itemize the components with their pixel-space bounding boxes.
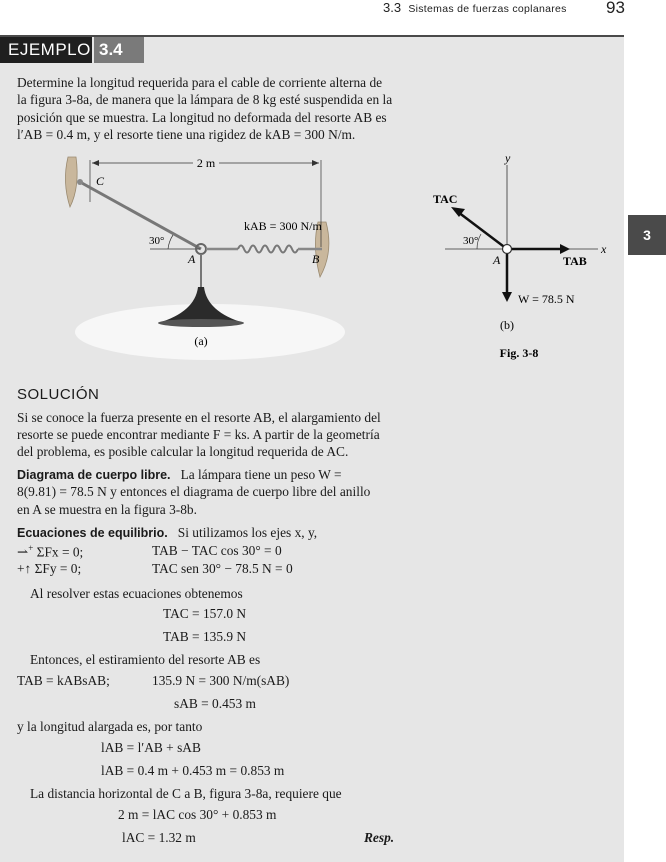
fbd-title: Diagrama de cuerpo libre. (17, 468, 171, 482)
eq-paragraph (17, 524, 317, 543)
fbd-angle-label: 30° (463, 235, 479, 247)
page-number: 93 (606, 0, 625, 17)
eq2 (17, 561, 81, 577)
anchor-c (77, 179, 83, 185)
dim-label: 2 m (196, 156, 216, 170)
solve-text: Al resolver estas ecuaciones obtenemos (30, 586, 243, 601)
eq2-left: ΣFy = 0; (34, 561, 82, 576)
eq-intro: Si utilizamos los ejes x, y, (177, 525, 318, 540)
problem-line-3: posición que se muestra. La longitud no deformada del resorte AB es (17, 110, 387, 125)
tac-result: TAC = 157.0 N (163, 606, 247, 621)
weight-label: W = 78.5 N (518, 292, 575, 306)
chapter-tab[interactable]: 3 (628, 215, 666, 255)
spring-eq-right: 135.9 N = 300 N/m(sAB) (152, 673, 290, 688)
weight-arrow (502, 292, 512, 302)
example-label: EJEMPLO (0, 37, 92, 63)
eq1: ⇀+ ΣFx = 0; (17, 543, 84, 560)
eq-title: Ecuaciones de equilibrio. (17, 526, 168, 540)
eq2-right: TAC sen 30° − 78.5 N = 0 (152, 561, 293, 576)
problem-line-1: Determine la longitud requerida para el cable de corriente alterna de (17, 75, 383, 90)
sab-result: sAB = 0.453 m (174, 696, 256, 711)
force-tab-arrow (560, 244, 570, 254)
caption-b: (b) (500, 318, 514, 332)
lamp-rim (158, 319, 244, 327)
eq1-left: ΣFx = 0; (36, 544, 84, 560)
fbd-paragraph-line-1 (17, 466, 342, 485)
dim-arrow-left (92, 160, 99, 166)
left-wall (65, 157, 77, 207)
problem-line-2: la figura 3-8a, de manera que la lámpara de 8 kg esté suspendida en la (17, 92, 393, 107)
lab-eq-2: lAB = 0.4 m + 0.453 m = 0.853 m (101, 763, 285, 778)
lac-result: lAC = 1.32 m (122, 830, 196, 845)
axis-y-label: y (505, 151, 511, 165)
figure-3-8 (0, 37, 624, 377)
resp-label: Resp. (364, 830, 395, 845)
sum-fx-arrow-icon: ⇀ (17, 544, 29, 560)
cable-ac (80, 182, 201, 249)
solution-line-2: resorte se puede encontrar mediante F = ks. A partir de la geometría (17, 427, 380, 442)
force-tac-label: TAC (433, 192, 458, 206)
example-panel (0, 35, 624, 862)
solution-line-3: del problema, es posible calcular la longitud requerida de AC. (17, 444, 349, 459)
fbd-ring-a (503, 245, 512, 254)
figure-caption: Fig. 3-8 (499, 346, 539, 360)
section-title: Sistemas de fuerzas coplanares (408, 3, 567, 15)
running-header (383, 0, 567, 15)
label-a: A (188, 252, 196, 266)
fbd-label-a: A (493, 253, 501, 267)
label-c: C (96, 174, 105, 188)
solution-line-1: Si se conoce la fuerza presente en el resorte AB, el alargamiento del (17, 410, 381, 425)
spring (238, 246, 298, 253)
tab-result: TAB = 135.9 N (163, 629, 247, 644)
fbd-text-1: La lámpara tiene un peso W = (180, 467, 342, 482)
example-number: 3.4 (94, 37, 144, 63)
stretch-text: Entonces, el estiramiento del resorte AB es (30, 652, 261, 667)
section-number: 3.3 (383, 0, 402, 15)
horiz-text: La distancia horizontal de C a B, figura 3-8a, requiere que (30, 786, 342, 801)
problem-line-4: l′AB = 0.4 m, y el resorte tiene una rigidez de kAB = 300 N/m. (17, 127, 356, 142)
solution-heading: SOLUCIÓN (17, 386, 100, 403)
label-b: B (312, 252, 320, 266)
length-text: y la longitud alargada es, por tanto (17, 719, 203, 734)
angle-label-a: 30° (149, 235, 165, 247)
dim-arrow-right (312, 160, 319, 166)
sum-fy-arrow-icon: +↑ (17, 561, 32, 576)
fbd-text-2: 8(9.81) = 78.5 N y entonces el diagrama de cuerpo libre del anillo (17, 484, 371, 499)
force-tab-label: TAB (563, 254, 587, 268)
spring-label: kAB = 300 N/m (244, 219, 322, 233)
spring-eq-left: TAB = kABsAB; (17, 673, 110, 688)
fbd-text-3: en A se muestra en la figura 3-8b. (17, 502, 197, 517)
angle-arc (168, 235, 173, 249)
axis-x-label: x (601, 242, 607, 256)
caption-a: (a) (194, 334, 208, 348)
horiz-eq: 2 m = lAC cos 30° + 0.853 m (118, 807, 277, 822)
lab-eq-1: lAB = l′AB + sAB (101, 740, 201, 755)
eq1-right: TAB − TAC cos 30° = 0 (152, 543, 282, 558)
